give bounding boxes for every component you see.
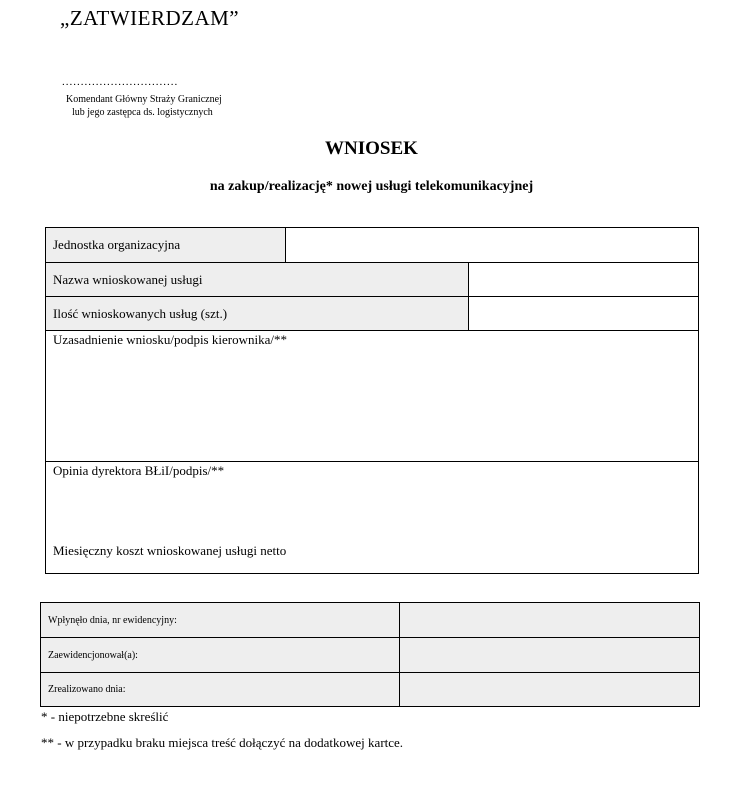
document-subtitle: na zakup/realizację* nowej usługi telekomunikacyjnej <box>209 179 534 194</box>
signatory-title: Komendant Główny Straży Granicznej <box>66 94 222 105</box>
footnote-1: * - niepotrzebne skreślić <box>41 709 169 724</box>
org-unit-label: Jednostka organizacyjna <box>46 228 285 262</box>
registered-by-field[interactable] <box>400 638 699 672</box>
signature-line: ............................... <box>62 76 179 88</box>
completed-field[interactable] <box>400 673 699 706</box>
signatory-deputy: lub jego zastępca ds. logistycznych <box>72 107 213 118</box>
approval-heading: „ZATWIERDZAM” <box>60 6 240 30</box>
quantity-field[interactable] <box>469 297 698 330</box>
registry-table <box>40 602 700 707</box>
document-title: WNIOSEK <box>325 138 418 159</box>
monthly-cost-label: Miesięczny koszt wnioskowanej usługi netto <box>53 543 287 558</box>
divider <box>399 603 400 706</box>
justification-field[interactable] <box>46 353 698 460</box>
org-unit-field[interactable] <box>286 228 698 262</box>
completed-label: Zrealizowano dnia: <box>41 673 399 706</box>
registered-by-label: Zaewidencjonował(a): <box>41 638 399 672</box>
request-form-table <box>45 227 699 574</box>
quantity-label: Ilość wnioskowanych usług (szt.) <box>46 297 468 330</box>
footnote-2: ** - w przypadku braku miejsca treść dołączyć na dodatkowej kartce. <box>41 735 404 750</box>
service-name-field[interactable] <box>469 263 698 296</box>
received-field[interactable] <box>400 603 699 637</box>
service-name-label: Nazwa wnioskowanej usługi <box>46 263 468 296</box>
justification-label: Uzasadnienie wniosku/podpis kierownika/** <box>53 332 287 347</box>
director-opinion-label: Opinia dyrektora BŁiI/podpis/** <box>53 463 225 478</box>
director-opinion-field[interactable] <box>46 484 698 539</box>
received-label: Wpłynęło dnia, nr ewidencyjny: <box>41 603 399 637</box>
